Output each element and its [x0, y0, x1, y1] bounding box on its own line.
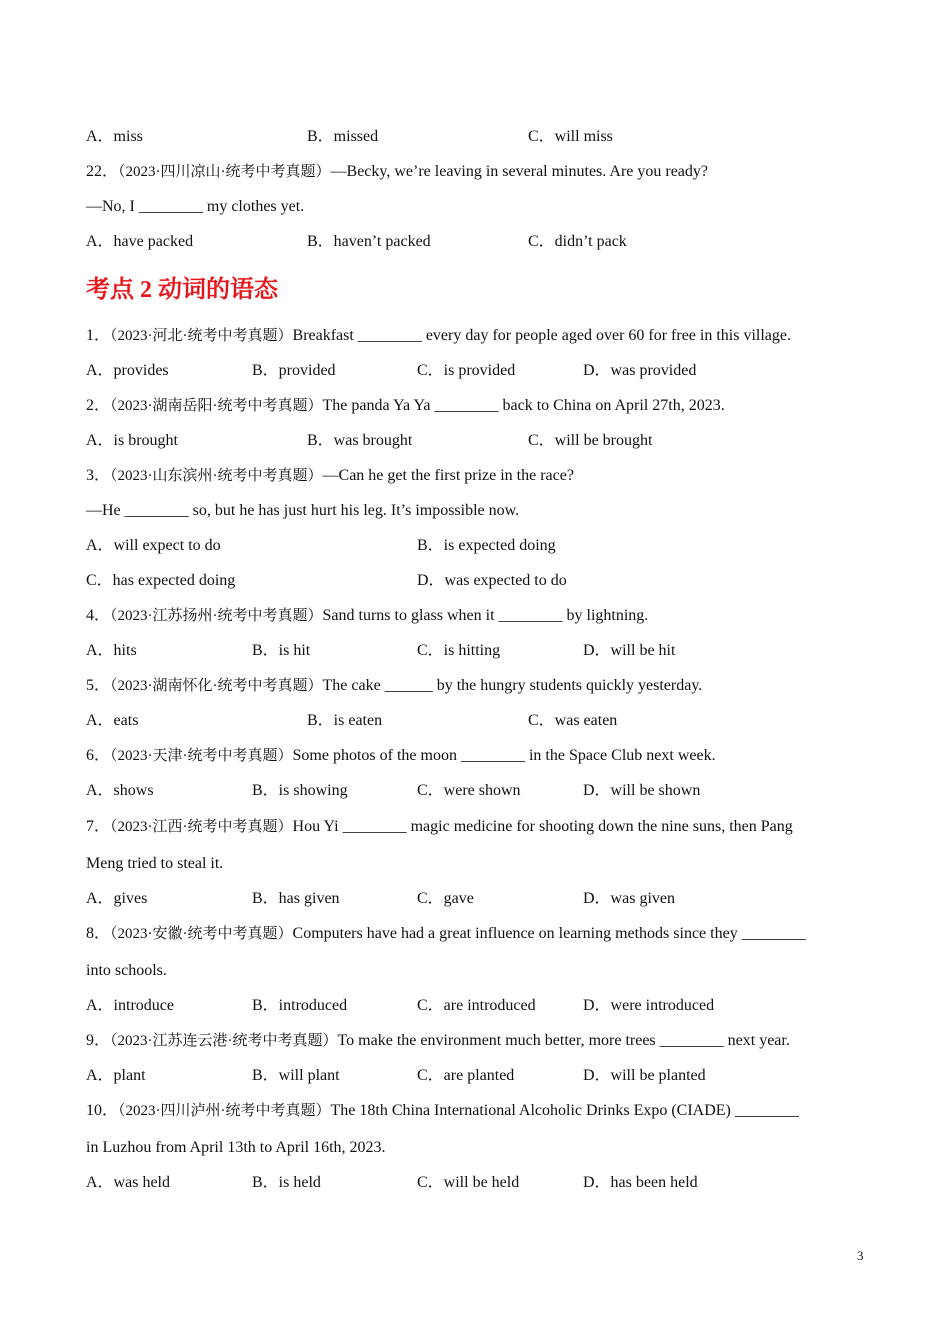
option-b: B．is held [252, 1174, 321, 1191]
q5-options [86, 711, 886, 731]
option-d: D．will be planted [583, 1067, 706, 1084]
question-number: 6． [86, 747, 111, 764]
question-text: —Can he get the first prize in the race? [322, 467, 574, 484]
option-d: D．will be shown [583, 782, 701, 799]
question-number: 8． [86, 925, 111, 942]
option-c: C．is hitting [417, 642, 501, 659]
question-number: 10． [86, 1102, 119, 1119]
q10-options [86, 1173, 886, 1193]
q3-options-row1 [86, 536, 886, 556]
question-source: （2023·江苏扬州·统考中考真题） [110, 608, 323, 624]
question-text: The cake ______ by the hungry students quickly yesterday. [322, 677, 703, 694]
q22-options [86, 232, 886, 252]
question-source: （2023·湖南怀化·统考中考真题） [110, 678, 323, 694]
option-c: C．gave [417, 890, 474, 907]
question-text: Some photos of the moon ________ in the Space Club next week. [292, 747, 716, 764]
question-10-line2: in Luzhou from April 13th to April 16th, 2023. [86, 1139, 386, 1156]
option-c: C．didn’t pack [528, 233, 627, 250]
option-d: D．will be hit [583, 642, 676, 659]
q8-options [86, 996, 886, 1016]
option-c: C．were shown [417, 782, 521, 799]
question-source: （2023·湖南岳阳·统考中考真题） [110, 398, 323, 414]
question-9 [86, 1031, 790, 1051]
question-source: （2023·江西·统考中考真题） [110, 819, 293, 835]
option-b: B．is eaten [307, 712, 383, 729]
question-source: （2023·江苏连云港·统考中考真题） [110, 1033, 338, 1049]
option-a: A．introduce [86, 997, 174, 1014]
question-number: 1． [86, 327, 111, 344]
option-a: A．plant [86, 1067, 146, 1084]
question-text: To make the environment much better, more trees ________ next year. [337, 1032, 790, 1049]
option-a: A．eats [86, 712, 139, 729]
option-b: B．has given [252, 890, 340, 907]
option-d: D．were introduced [583, 997, 715, 1014]
option-d: D．was given [583, 890, 675, 907]
option-c: C．has expected doing [86, 572, 236, 589]
question-source: （2023·四川凉山·统考中考真题） [118, 164, 331, 180]
question-8 [86, 924, 806, 944]
option-c: C．are planted [417, 1067, 515, 1084]
option-a: A．provides [86, 362, 169, 379]
q9-options [86, 1066, 886, 1086]
q3-options-row2 [86, 571, 886, 591]
question-2 [86, 396, 725, 416]
question-text: Breakfast ________ every day for people aged over 60 for free in this village. [292, 327, 792, 344]
question-number: 9． [86, 1032, 111, 1049]
question-number: 5． [86, 677, 111, 694]
question-source: （2023·山东滨州·统考中考真题） [110, 468, 323, 484]
question-number: 3． [86, 467, 111, 484]
option-b: B．will plant [252, 1067, 340, 1084]
option-b: B．is hit [252, 642, 311, 659]
question-number: 2． [86, 397, 111, 414]
section-heading: 考点 2 动词的语态 [86, 277, 278, 303]
question-source: （2023·天津·统考中考真题） [110, 748, 293, 764]
question-10 [86, 1101, 799, 1121]
option-b: B．haven’t packed [307, 233, 431, 250]
q7-options [86, 889, 886, 909]
option-a: A．will expect to do [86, 537, 221, 554]
option-b: B．provided [252, 362, 336, 379]
option-c: C．are introduced [417, 997, 536, 1014]
question-number: 7． [86, 818, 111, 835]
option-d: D．was expected to do [417, 572, 567, 589]
q6-options [86, 781, 886, 801]
option-b: B．introduced [252, 997, 348, 1014]
option-a: A．was held [86, 1174, 170, 1191]
question-source: （2023·四川泸州·统考中考真题） [118, 1103, 331, 1119]
option-c: C．will miss [528, 128, 613, 145]
question-7-line2: Meng tried to steal it. [86, 855, 224, 872]
question-text: Hou Yi ________ magic medicine for shooting down the nine suns, then Pang [292, 818, 793, 835]
question-number: 4． [86, 607, 111, 624]
option-b: B．was brought [307, 432, 413, 449]
q21-options [86, 127, 886, 147]
option-c: C．will be held [417, 1174, 520, 1191]
option-a: A．shows [86, 782, 154, 799]
question-4 [86, 606, 648, 626]
question-3-line2: —He ________ so, but he has just hurt his leg. It’s impossible now. [86, 502, 520, 519]
option-d: D．has been held [583, 1174, 698, 1191]
option-a: A．miss [86, 128, 143, 145]
option-b: B．missed [307, 128, 379, 145]
option-a: A．gives [86, 890, 148, 907]
option-c: C．was eaten [528, 712, 618, 729]
q1-options [86, 361, 886, 381]
option-a: A．is brought [86, 432, 179, 449]
question-text: Sand turns to glass when it ________ by lightning. [322, 607, 649, 624]
option-c: C．will be brought [528, 432, 653, 449]
question-number: 22． [86, 163, 119, 180]
option-d: D．was provided [583, 362, 697, 379]
question-source: （2023·河北·统考中考真题） [110, 328, 293, 344]
question-6 [86, 746, 716, 766]
option-a: A．have packed [86, 233, 194, 250]
option-a: A．hits [86, 642, 137, 659]
question-text: The panda Ya Ya ________ back to China on April 27th, 2023. [322, 397, 725, 414]
question-7 [86, 817, 793, 837]
page-number: 3 [857, 1248, 864, 1263]
option-c: C．is provided [417, 362, 516, 379]
q4-options [86, 641, 886, 661]
question-text: The 18th China International Alcoholic Drinks Expo (CIADE) ________ [330, 1102, 799, 1119]
question-22-line2: —No, I ________ my clothes yet. [86, 198, 305, 215]
question-source: （2023·安徽·统考中考真题） [110, 926, 293, 942]
option-b: B．is expected doing [417, 537, 556, 554]
question-text: Computers have had a great influence on learning methods since they ________ [292, 925, 806, 942]
q2-options [86, 431, 886, 451]
question-3 [86, 466, 574, 486]
question-22 [86, 162, 708, 182]
question-5 [86, 676, 702, 696]
question-1 [86, 326, 791, 346]
question-8-line2: into schools. [86, 962, 167, 979]
option-b: B．is showing [252, 782, 348, 799]
question-text: —Becky, we’re leaving in several minutes. Are you ready? [330, 163, 709, 180]
